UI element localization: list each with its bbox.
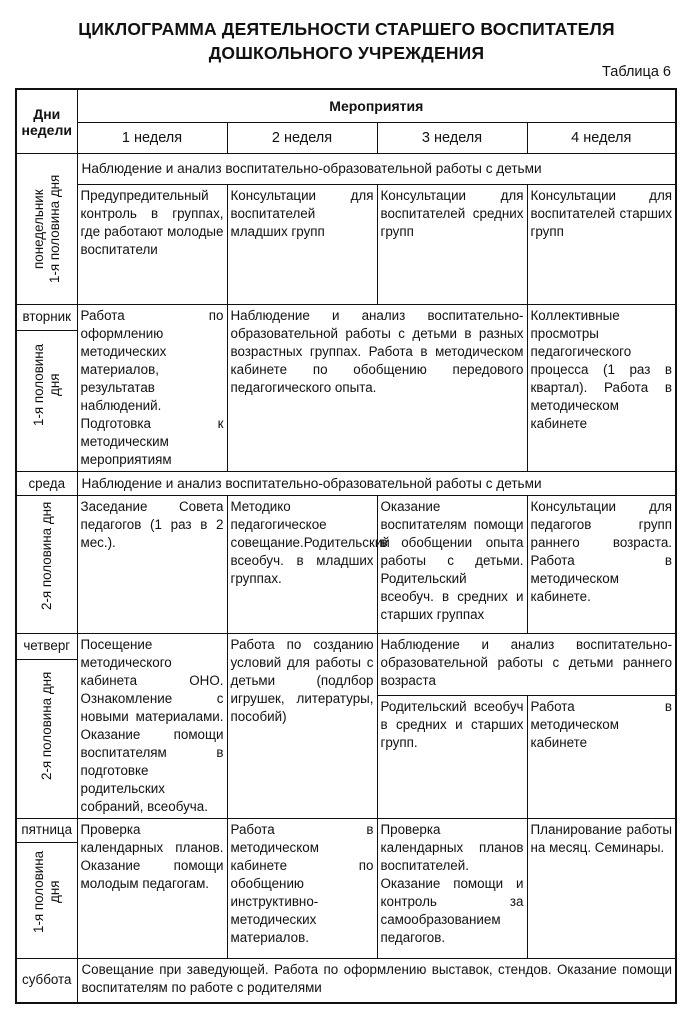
monday-half-label: 1-я половина дня <box>46 174 62 284</box>
thursday-row-top <box>16 634 676 696</box>
wednesday-week-4: Консультации для педагогов групп раннего возраста. Работа в методическом кабинете. <box>527 496 676 634</box>
tuesday-label: вторник <box>17 305 77 331</box>
monday-week-4: Консультации для воспитателей старших групп <box>527 184 676 304</box>
monday-week-3: Консультации для воспитателей средних групп <box>377 184 527 304</box>
monday-label: понедельник <box>30 189 46 269</box>
friday-week-2: Работа в методическом кабинете по обобщению инструктивно-методических материалов. <box>227 819 377 959</box>
friday-half-label: 1-я половина дня <box>30 850 62 934</box>
wednesday-label: среда <box>16 472 77 496</box>
thursday-week-4: Работа в методическом кабинете <box>527 696 676 819</box>
week-1-header: 1 неделя <box>77 123 227 154</box>
monday-row-common <box>16 154 676 185</box>
monday-row-weeks <box>16 184 676 304</box>
table-caption: Таблица 6 <box>602 64 671 80</box>
wednesday-row-weeks <box>16 496 676 634</box>
wednesday-row-common <box>16 472 676 496</box>
week-3-header: 3 неделя <box>377 123 527 154</box>
activities-header: Мероприятия <box>77 89 676 123</box>
days-column-header: Дни недели <box>16 89 77 154</box>
friday-day-cell <box>16 819 77 959</box>
cyclogram-table <box>15 88 677 1004</box>
wednesday-common-activity: Наблюдение и анализ воспитательно-образовательной работы с детьми <box>77 472 676 496</box>
saturday-row <box>16 959 676 1003</box>
monday-day-cell <box>16 154 77 305</box>
thursday-week-3-4-common: Наблюдение и анализ воспитательно-образовательной работы с детьми раннего возраста <box>377 634 676 696</box>
week-4-header: 4 неделя <box>527 123 676 154</box>
header-row <box>16 89 676 123</box>
saturday-activity: Совещание при заведующей. Работа по оформлению выставок, стендов. Оказание помощи воспитателям по работе с родителями <box>77 959 676 1003</box>
wednesday-week-3: Оказание воспитателям помощи в обобщении опыта работы с детьми. Родительский всеобуч. в средних и старших группах <box>377 496 527 634</box>
thursday-label: четверг <box>17 634 77 660</box>
monday-common-activity: Наблюдение и анализ воспитательно-образовательной работы с детьми <box>77 154 676 185</box>
friday-label: пятница <box>17 819 77 843</box>
thursday-day-cell <box>16 634 77 819</box>
friday-row <box>16 819 676 959</box>
thursday-week-2: Работа по созданию условий для работы с детьми (подлбор игрушек, литературы, пособий) <box>227 634 377 819</box>
tuesday-row <box>16 305 676 472</box>
wednesday-week-1: Заседание Совета педагогов (1 раз в 2 мес.). <box>77 496 227 634</box>
wednesday-half-label: 2-я половина дня <box>38 501 54 611</box>
week-2-header: 2 неделя <box>227 123 377 154</box>
page-title-line-1: ЦИКЛОГРАММА ДЕЯТЕЛЬНОСТИ СТАРШЕГО ВОСПИТАТЕЛЯ <box>78 19 615 39</box>
friday-week-3: Проверка календарных планов воспитателей. Оказание помощи и контроль за самообразованием педагогов. <box>377 819 527 959</box>
tuesday-week-1: Работа по оформлению методических материалов, результатав наблюдений. Подготовка к методическим мероприятиям <box>77 305 227 472</box>
thursday-week-3: Родительский всеобуч в средних и старших групп. <box>377 696 527 819</box>
wednesday-day-cell <box>16 496 77 634</box>
thursday-half-label: 2-я половина дня <box>38 671 54 781</box>
friday-week-1: Проверка календарных планов. Оказание помощи молодым педагогам. <box>77 819 227 959</box>
wednesday-week-2: Методико педагогическое совещание.Родительский всеобуч. в младших группах. <box>227 496 377 634</box>
tuesday-week-2-3: Наблюдение и анализ воспитательно-образовательной работы с детьми в разных возрастных группах. Работа в методическом кабинете по обобщению передового педагогического опыта. <box>227 305 527 472</box>
monday-week-1: Предупредительный контроль в группах, где работают молодые воспитатели <box>77 184 227 304</box>
saturday-label: суббота <box>16 959 77 1003</box>
friday-week-4: Планирование работы на месяц. Семинары. <box>527 819 676 959</box>
tuesday-day-cell <box>16 305 77 472</box>
monday-week-2: Консультации для воспитателей младших групп <box>227 184 377 304</box>
weeks-row <box>16 123 676 154</box>
thursday-week-1: Посещение методического кабинета ОНО. Ознакомление с новыми материалами. Оказание помощи воспитателям в подготовке родительских собраний, всеобуча. <box>77 634 227 819</box>
page-title-line-2: ДОШКОЛЬНОГО УЧРЕЖДЕНИЯ <box>208 43 485 63</box>
tuesday-week-4: Коллективные просмотры педагогического процесса (1 раз в квартал). Работа в методическом кабинете <box>527 305 676 472</box>
tuesday-half-label: 1-я половина дня <box>30 343 62 427</box>
